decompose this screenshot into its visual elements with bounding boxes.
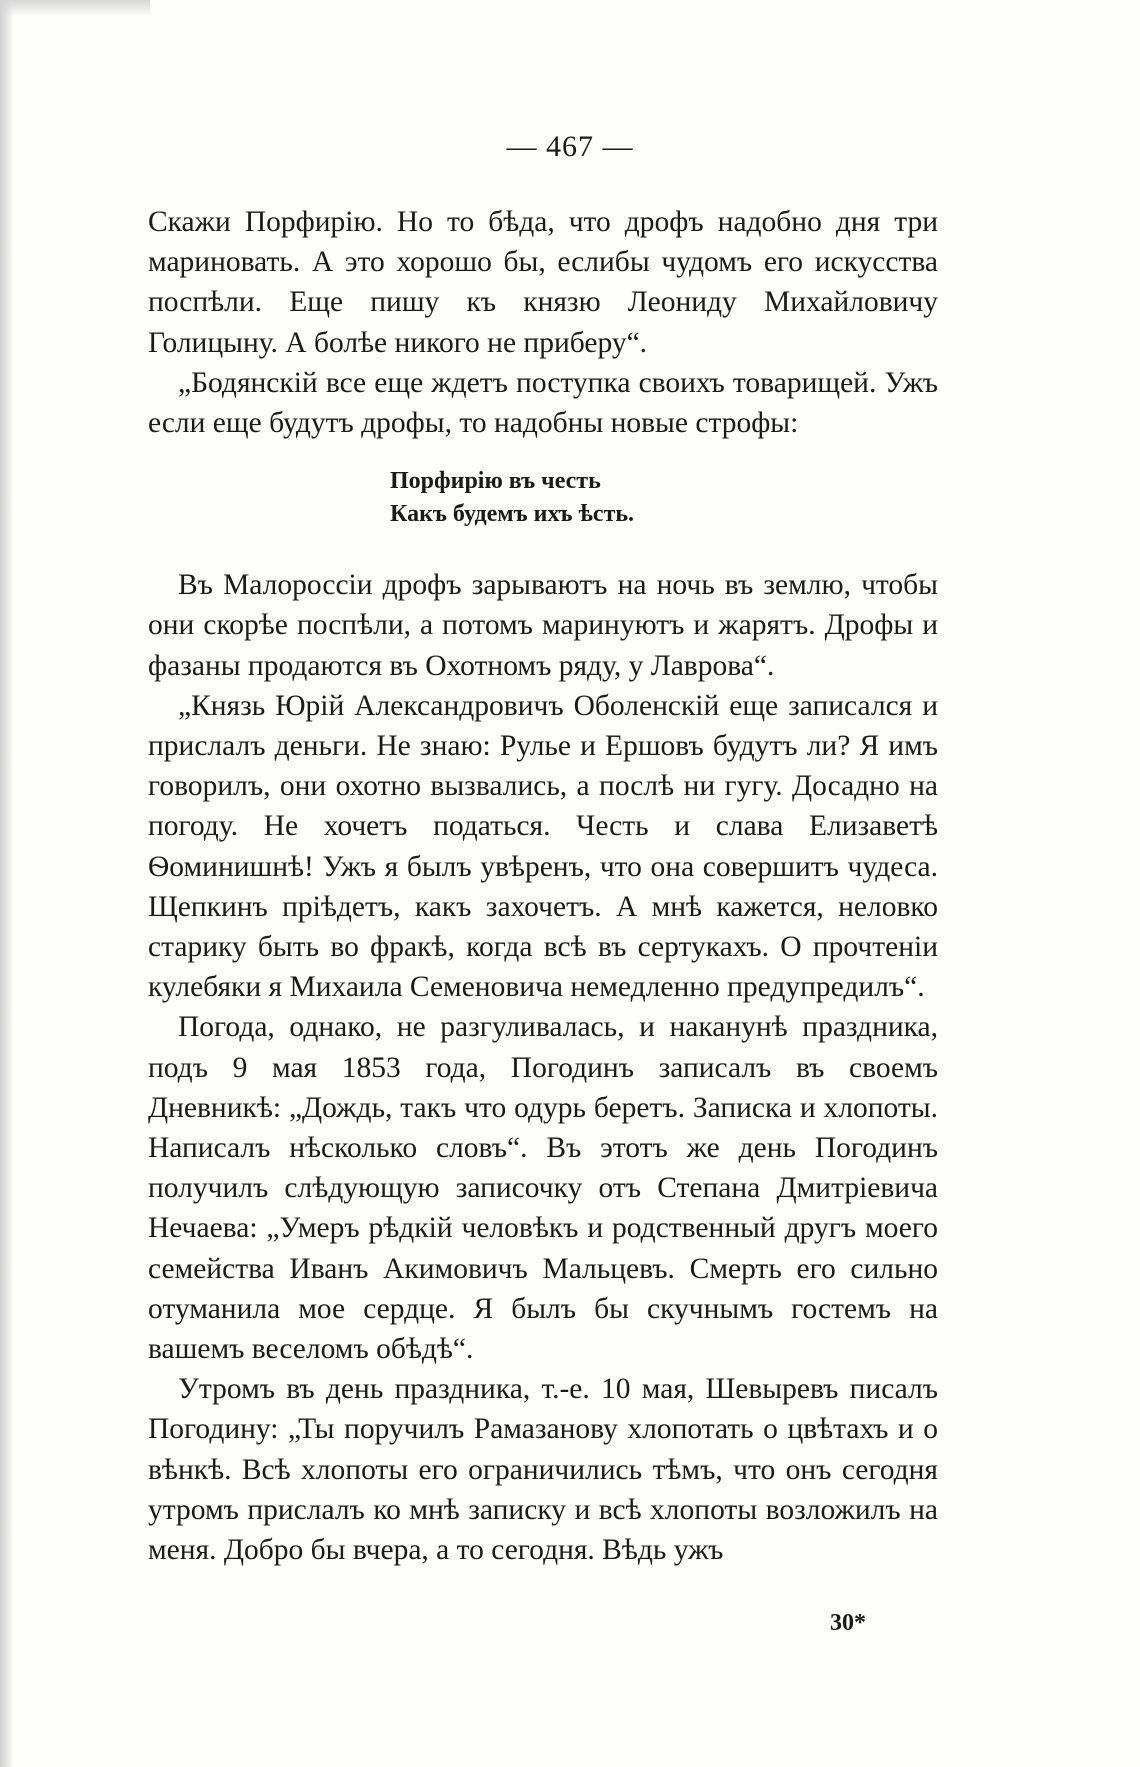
verse — [148, 465, 938, 531]
paragraph-6: Утромъ въ день праздника, т.-е. 10 мая, Шевыревъ писалъ Погодину: „Ты поручилъ Рамазанову хлопотать о цвѣтахъ и о вѣнкѣ. Всѣ хлопоты его ограничились тѣмъ, что онъ сегодня утромъ прислалъ ко мнѣ записку и всѣ хлопоты возложилъ на меня. Добро бы вчера, а то сегодня. Вѣдь ужъ — [148, 1373, 938, 1567]
page-number: — 467 — — [506, 130, 634, 163]
page-edge-shadow — [0, 0, 14, 1767]
printer-signature-mark: 30* — [830, 1610, 866, 1636]
text-body — [148, 202, 938, 1570]
paragraph-3: Въ Малороссіи дрофъ зарываютъ на ночь въ землю, чтобы они скорѣе поспѣли, а потомъ маринуютъ и жарятъ. Дрофы и фазаны продаются въ Охотномъ ряду, у Лаврова“. — [148, 569, 938, 682]
paragraph-1: Скажи Порфирію. Но то бѣда, что дрофъ надобно дня три мариновать. А это хорошо бы, еслибы чудомъ его искусства поспѣли. Еще пишу къ князю Леониду Михайловичу Голицыну. А болѣе никого не приберу“. — [148, 206, 938, 359]
paragraph-5: Погода, однако, не разгуливалась, и наканунѣ праздника, подъ 9 мая 1853 года, Погодинъ записалъ въ своемъ Дневникѣ: „Дождь, такъ что одурь беретъ. Записка и хлопоты. Написалъ нѣсколько словъ“. Въ этотъ же день Погодинъ получилъ слѣдующую записочку отъ Степана Дмитріевича Нечаева: „Умеръ рѣдкій человѣкъ и родственный другъ моего семейства Иванъ Акимовичъ Мальцевъ. Смерть его сильно отуманила мое сердце. Я былъ бы скучнымъ гостемъ на вашемъ веселомъ обѣдѣ“. — [148, 1011, 938, 1366]
paragraph-4: „Князь Юрій Александровичъ Оболенскій еще записался и прислалъ деньги. Не знаю: Рулье и Ершовъ будутъ ли? Я имъ говорилъ, они охотно вызвались, а послѣ ни гугу. Досадно на погоду. Не хочетъ податься. Честь и слава Елизаветѣ Ѳоминишнѣ! Ужъ я былъ увѣренъ, что она совершитъ чудеса. Щепкинъ пріѣдетъ, какъ захочетъ. А мнѣ кажется, неловко старику быть во фракѣ, когда всѣ въ сертукахъ. О прочтеніи кулебяки я Михаила Семеновича немедленно предупредилъ“. — [148, 689, 938, 1004]
paragraph-2: „Бодянскій все еще ждетъ поступка своихъ товарищей. Ужъ если еще будутъ дрофы, то надобны новые строфы: — [148, 366, 938, 440]
page-corner-shadow — [0, 0, 150, 16]
verse-line-1: Порфирію въ честь — [390, 468, 601, 495]
verse-line-2: Какъ будемъ ихъ ѣсть. — [390, 501, 635, 528]
